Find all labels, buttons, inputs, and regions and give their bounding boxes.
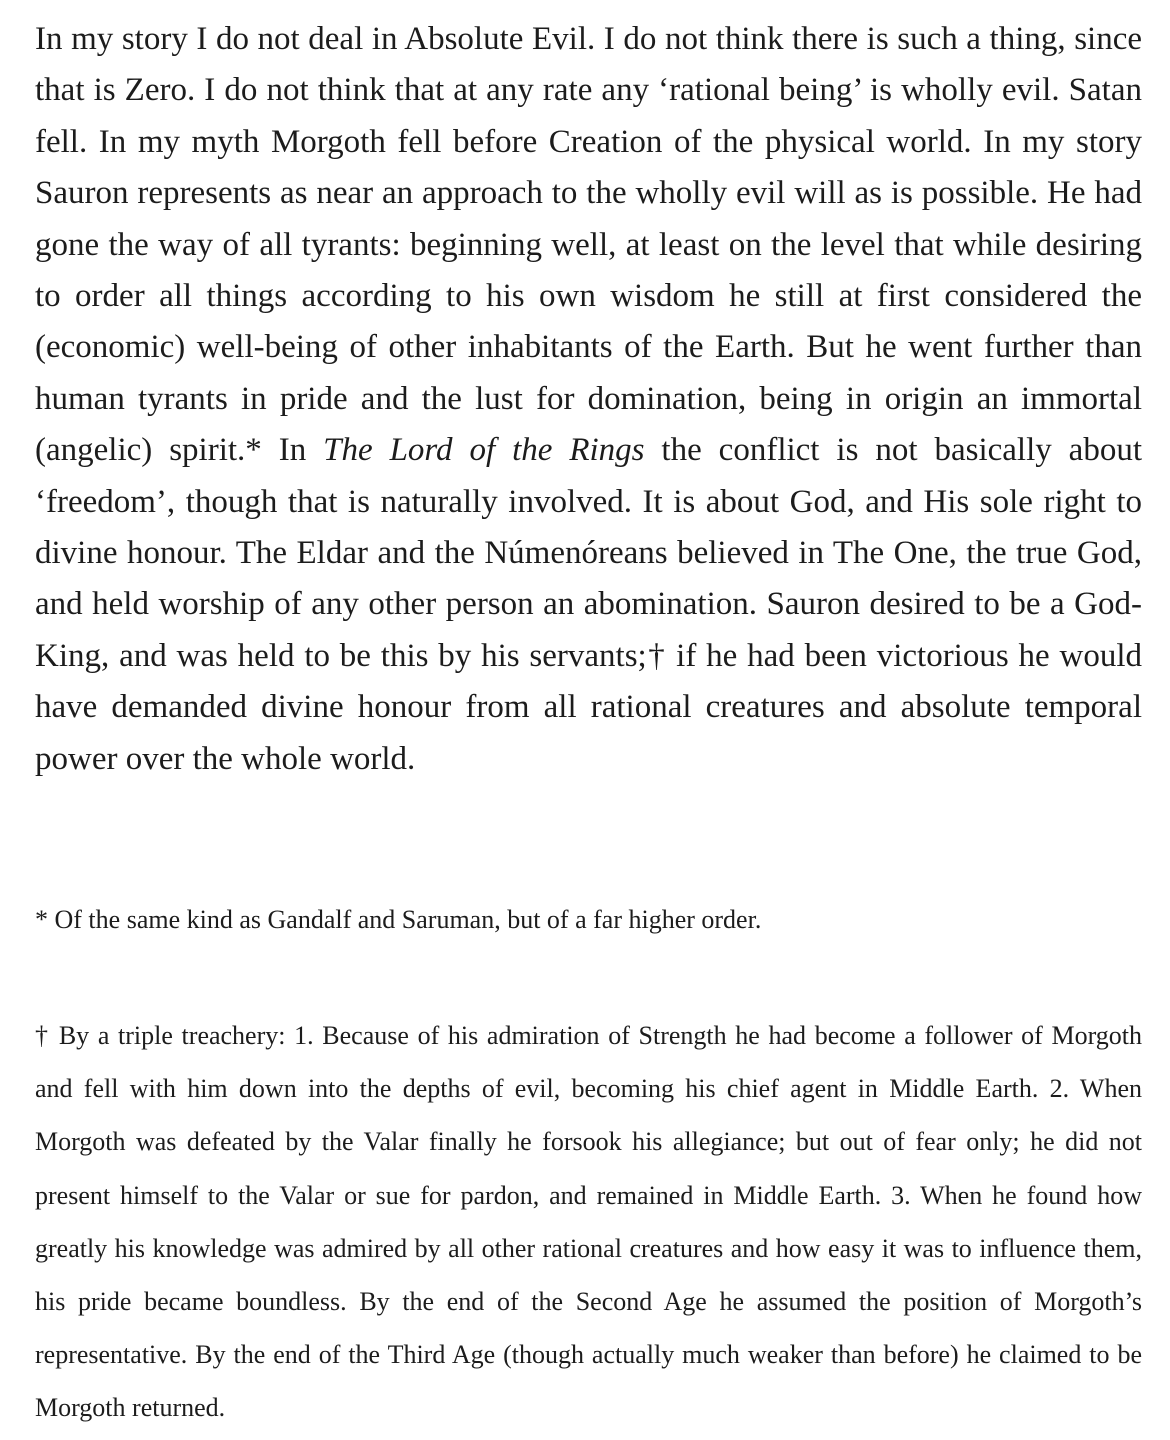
main-paragraph: [35, 14, 1142, 785]
main-paragraph-text-2: the conflict is not basically about ‘freedom’, though that is naturally involved. It is about God, and His sole right to divine honour. The Eldar and the Númenóreans believed in The One, the true God, and held worship of any other person an abomination. Sauron desired to be a God-King, and was held to be this by his servants;† if he had been victorious he would have demanded divine honour from all rational creatures and absolute temporal power over the whole world.: [35, 432, 1142, 777]
book-title-italic: The Lord of the Rings: [323, 432, 645, 469]
footnote-star: * Of the same kind as Gandalf and Saruman, but of a far higher order.: [35, 905, 762, 934]
page-content: [35, 14, 1142, 1423]
footnote-dagger: † By a triple treachery: 1. Because of his admiration of Strength he had become a follower of Morgoth and fell with him down into the depths of evil, becoming his chief agent in Middle Earth. 2. When Morgoth was defeated by the Valar finally he forsook his allegiance; but out of fear only; he did not present himself to the Valar or sue for pardon, and remained in Middle Earth. 3. When he found how greatly his knowledge was admired by all other rational creatures and how easy it was to influence them, his pride became boundless. By the end of the Second Age he assumed the position of Morgoth’s representative. By the end of the Third Age (though actually much weaker than before) he claimed to be Morgoth returned.: [35, 1021, 1142, 1423]
main-paragraph-text-1: In my story I do not deal in Absolute Evil. I do not think there is such a thing, since that is Zero. I do not think that at any rate any ‘rational being’ is wholly evil. Satan fell. In my myth Morgoth fell before Creation of the physical world. In my story Sauron represents as near an approach to the wholly evil will as is possible. He had gone the way of all tyrants: beginning well, at least on the level that while desiring to order all things according to his own wisdom he still at first considered the (economic) well-being of other inhabitants of the Earth. But he went further than human tyrants in pride and the lust for domination, being in origin an immortal (angelic) spirit.* In: [35, 21, 1142, 469]
